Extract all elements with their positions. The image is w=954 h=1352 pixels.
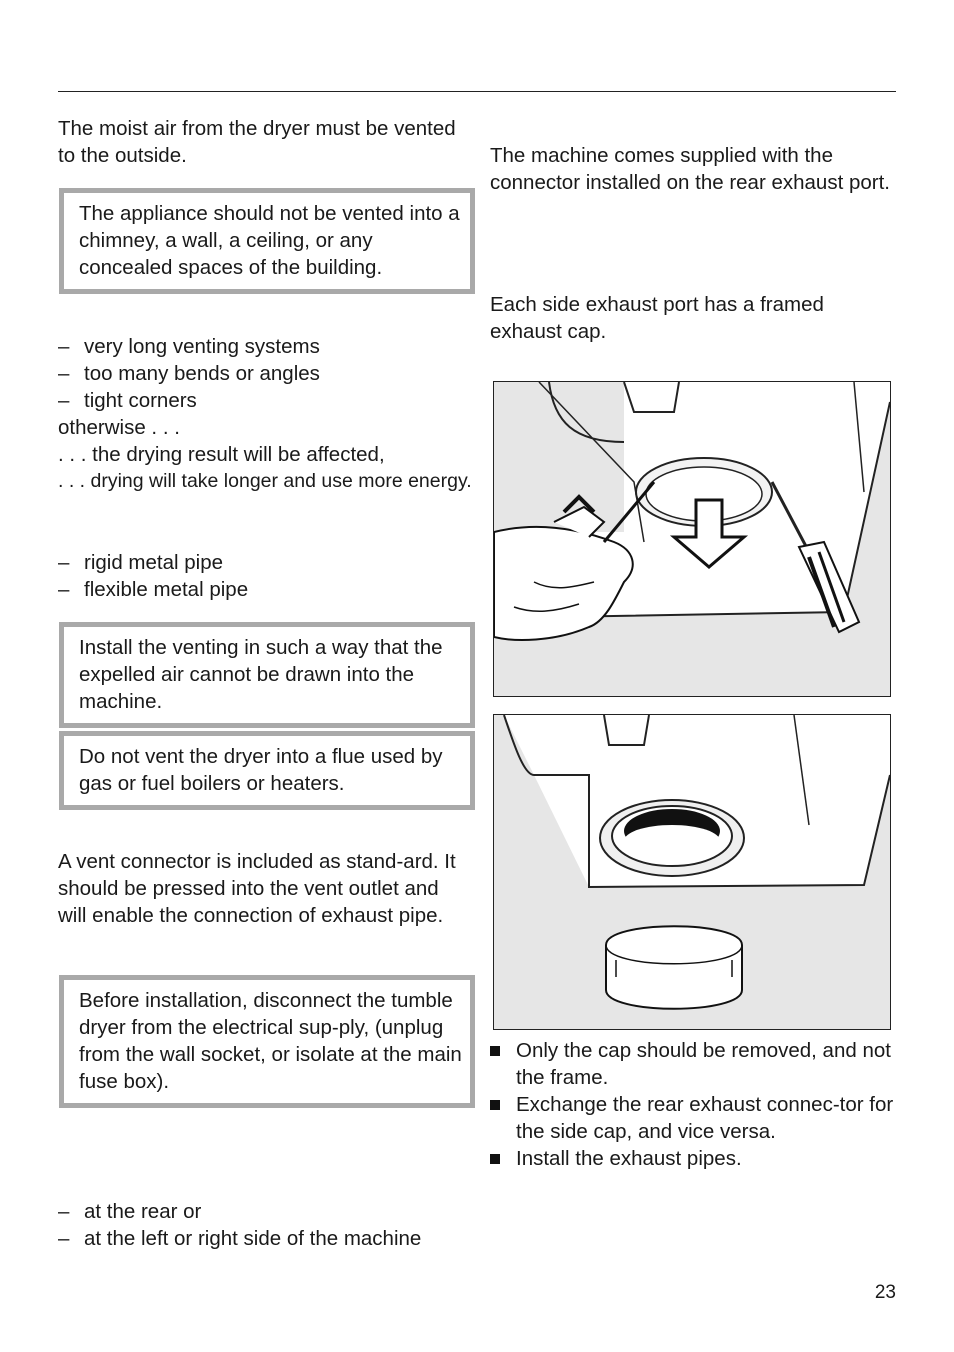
list-item: – flexible metal pipe: [58, 578, 249, 601]
list-item: – very long venting systems: [58, 335, 320, 358]
warning-vent-text: The appliance should not be vented into a chimney, a wall, a ceiling, or any concealed spaces of the building.: [79, 202, 460, 279]
list-item: – tight corners: [58, 389, 197, 412]
warning-disconnect-text: Before installation, disconnect the tumble dryer from the electrical sup-ply, (unplug from the wall socket, or isolate at the main fuse box).: [79, 989, 462, 1093]
intro-text: The moist air from the dryer must be vented to the outside.: [58, 117, 456, 167]
warning-flue-text: Do not vent the dryer into a flue used by gas or fuel boilers or heaters.: [79, 745, 443, 795]
page-number: 23: [874, 1282, 896, 1303]
otherwise-text: otherwise . . .: [58, 416, 180, 439]
location-list: [58, 1198, 421, 1252]
list-item: Install the exhaust pipes.: [490, 1145, 900, 1172]
supplied-text: The machine comes supplied with the connector installed on the rear exhaust port.: [490, 144, 890, 194]
warning-install-box: [59, 622, 475, 728]
steps-list: [490, 1037, 900, 1172]
header-rule: [58, 91, 896, 92]
warning-install-text: Install the venting in such a way that the expelled air cannot be drawn into the machine.: [79, 636, 443, 713]
list-item: Exchange the rear exhaust connec-tor for the side cap, and vice versa.: [490, 1091, 900, 1145]
list-item: – too many bends or angles: [58, 362, 320, 385]
pipe-list: [58, 549, 248, 603]
figure-remove-cap: [493, 381, 891, 697]
warning-flue-box: [59, 731, 475, 810]
list-item: – rigid metal pipe: [58, 551, 224, 574]
bullet-square-icon: [490, 1100, 500, 1110]
list-item: Only the cap should be removed, and not the frame.: [490, 1037, 900, 1091]
bullet-square-icon: [490, 1046, 500, 1056]
bullet-square-icon: [490, 1154, 500, 1164]
consequence-2-text: . . . drying will take longer and use more energy.: [58, 470, 472, 492]
list-item: – at the left or right side of the machine: [58, 1227, 422, 1250]
consequence-1-text: . . . the drying result will be affected,: [58, 443, 385, 466]
avoid-list: [58, 333, 320, 414]
figure-cap-frame: [493, 714, 891, 1030]
list-item: – at the rear or: [58, 1200, 202, 1223]
connector-text: A vent connector is included as stand-ard. It should be pressed into the vent outlet and will enable the connection of exhaust pipe.: [58, 850, 456, 927]
warning-vent-box: [59, 188, 475, 294]
side-port-text: Each side exhaust port has a framed exhaust cap.: [490, 293, 824, 343]
warning-disconnect-box: [59, 975, 475, 1108]
